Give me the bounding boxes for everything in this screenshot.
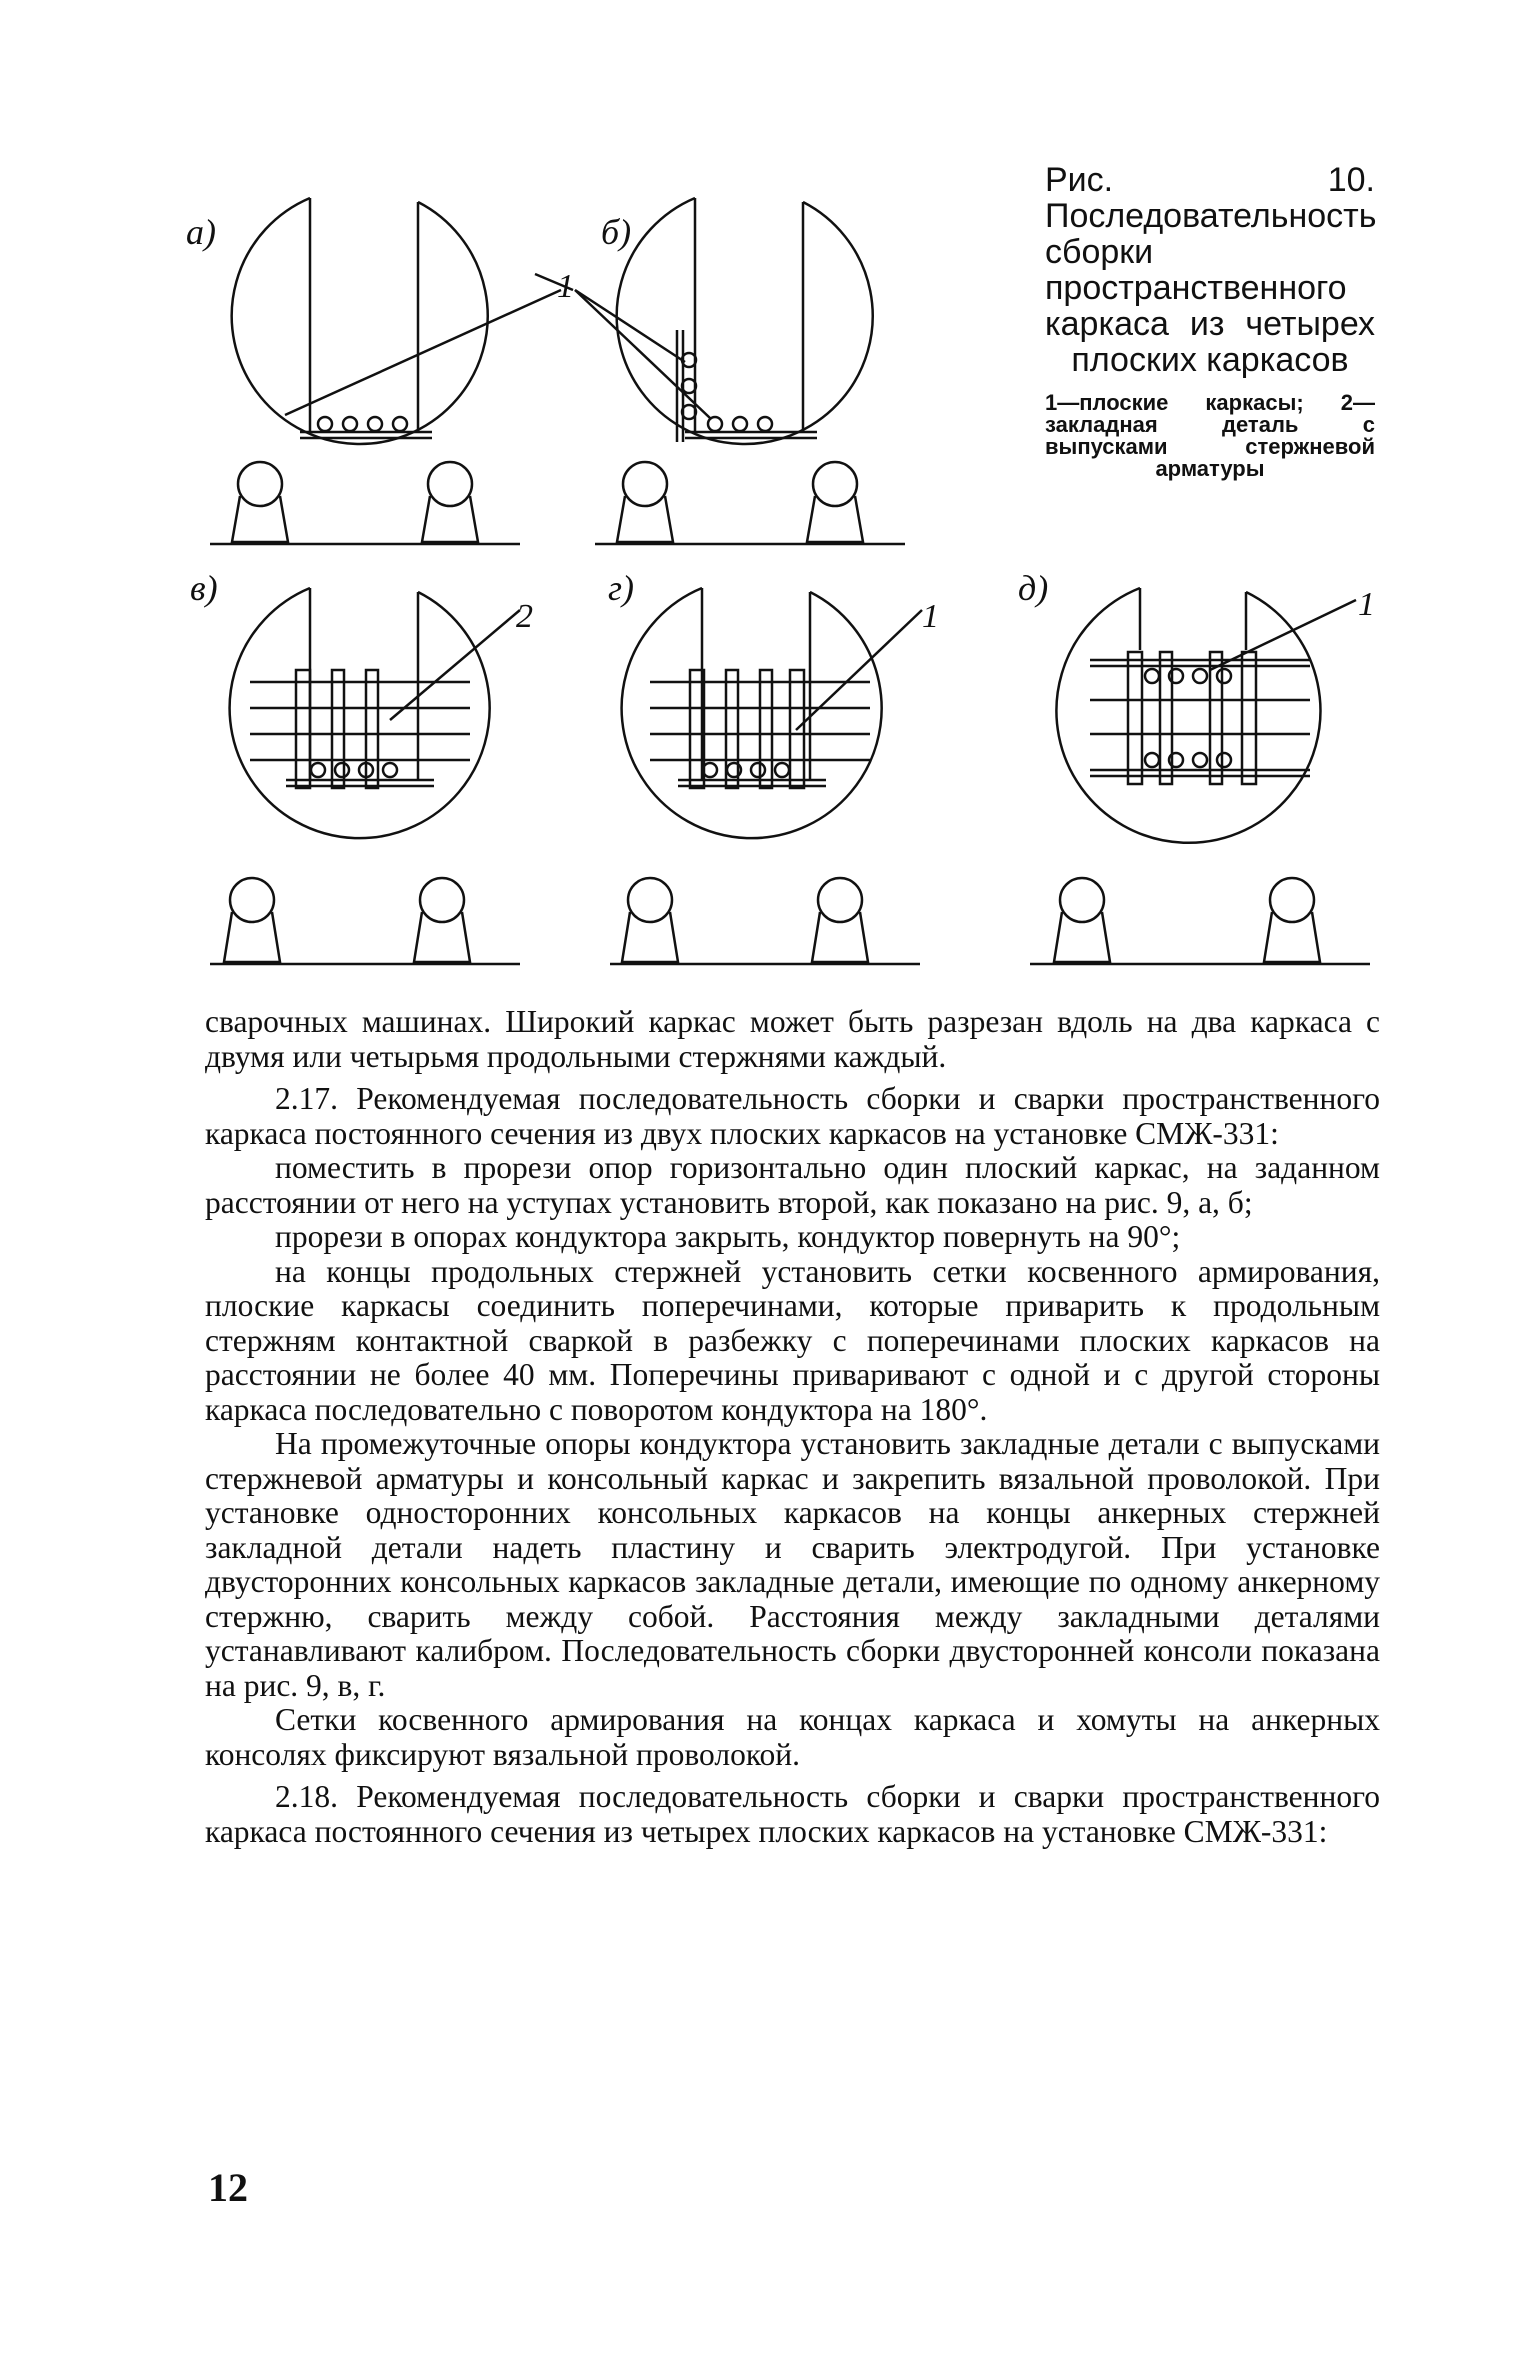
- paragraph: прорези в опорах кондуктора закрыть, кондуктор повернуть на 90°;: [275, 1219, 1181, 1254]
- panel-a-drawing: [190, 150, 520, 550]
- callout-number: 1: [557, 268, 574, 305]
- panel-d-drawing: [610, 570, 940, 970]
- paragraph: Сетки косвенного армирования на концах каркаса и хомуты на анкерных консолях фиксируют вязальной проволокой.: [205, 1702, 1380, 1772]
- paragraph: поместить в прорези опор горизонтально один плоский каркас, на заданном расстоянии от него на уступах установить второй, как показано на рис. 9, а, б;: [205, 1150, 1380, 1220]
- panel-e-drawing: [1030, 570, 1370, 970]
- panel-d: [610, 570, 940, 970]
- body-text: [205, 1005, 1380, 1849]
- panel-b-drawing: [585, 150, 915, 550]
- caption-title: Рис. 10. Последовательность сборки пространственного каркаса из четырех плоских каркасов: [1045, 161, 1377, 379]
- figure-caption: [1045, 162, 1375, 480]
- panel-label: а): [186, 212, 216, 252]
- panel-label: б): [601, 212, 632, 252]
- panel-label: д): [1018, 568, 1049, 608]
- panel-c: [190, 568, 533, 970]
- paragraph: на концы продольных стержней установить сетки косвенного армирования, плоские каркасы соединить поперечинами, которые приварить к продольным стержням контактной сваркой в разбежку с поперечинами плоских каркасов на расстоянии не более 40 мм. Поперечины приваривают с одной и с другой стороны каркаса последовательно с поворотом кондуктора на 180°.: [205, 1253, 1380, 1427]
- panel-e: [1018, 568, 1375, 970]
- page-number: 12: [208, 2165, 248, 2210]
- panel-label: г): [608, 568, 635, 608]
- callout-number: 2: [516, 598, 533, 635]
- paragraph: сварочных машинах. Широкий каркас может быть разрезан вдоль на два каркаса с двумя или четырьмя продольными стержнями каждый.: [205, 1004, 1380, 1074]
- callout-number: 1: [1358, 586, 1375, 623]
- panel-a: [186, 150, 520, 550]
- panel-c-drawing: [190, 570, 520, 970]
- caption-legend: 1—плоские каркасы; 2—закладная деталь с выпусками стержневой арматуры: [1045, 390, 1375, 481]
- paragraph-2-18: 2.18. Рекомендуемая последовательность сборки и сварки пространственного каркаса постоянного сечения из четырех плоских каркасов на установке СМЖ-331:: [205, 1779, 1380, 1849]
- panel-b: [557, 150, 915, 550]
- callout-number: 1: [922, 598, 939, 635]
- paragraph: На промежуточные опоры кондуктора установить закладные детали с выпусками стержневой арматуры и консольный каркас и закрепить вязальной проволокой. При установке односторонних консольных каркасов на концы анкерных стержней закладной детали надеть пластину и сварить электродугой. При установке двусторонних консольных каркасов закладные детали, имеющие по одному анкерному стержню, сварить между собой. Расстояния между закладными деталями устанавливают калибром. Последовательность сборки двусторонней консоли показана на рис. 9, в, г.: [205, 1426, 1380, 1703]
- panel-label: в): [190, 568, 218, 608]
- paragraph-2-17: 2.17. Рекомендуемая последовательность сборки и сварки пространственного каркаса постоянного сечения из двух плоских каркасов на установке СМЖ-331:: [205, 1081, 1380, 1151]
